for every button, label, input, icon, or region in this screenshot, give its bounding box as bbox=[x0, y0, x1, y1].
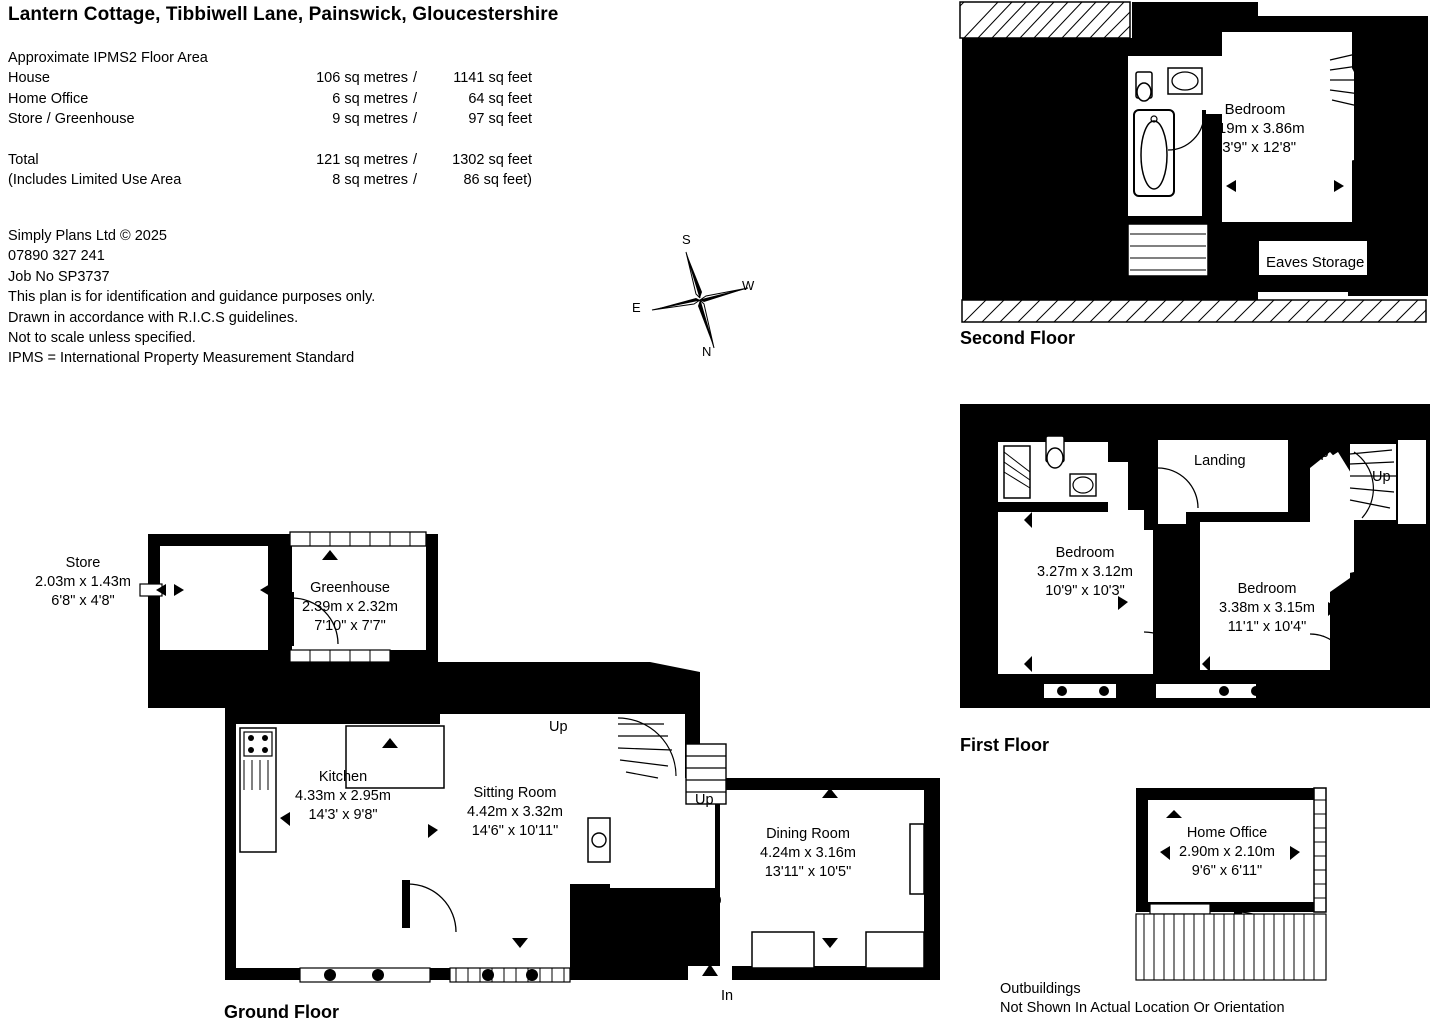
legal-company: Simply Plans Ltd © 2025 bbox=[8, 228, 167, 244]
room-metric: 2.03m x 1.43m bbox=[35, 574, 131, 590]
room-imperial: 14'6" x 10'11" bbox=[471, 823, 559, 839]
area-row-metric: 8 sq metres bbox=[332, 172, 408, 189]
room-dining-room bbox=[733, 825, 883, 882]
area-row-home-office bbox=[8, 89, 588, 109]
legal-disclaimer-2: Drawn in accordance with R.I.C.S guidelines. bbox=[8, 309, 299, 326]
room-first-bedroom-2 bbox=[1192, 580, 1342, 637]
outbuildings-line-2: Not Shown In Actual Location Or Orientation bbox=[1000, 1000, 1285, 1016]
room-name: Home Office bbox=[1186, 825, 1268, 841]
room-metric: 4.24m x 3.16m bbox=[760, 845, 856, 861]
room-metric: 2.39m x 2.32m bbox=[302, 599, 398, 615]
label-landing: Landing bbox=[1194, 453, 1246, 469]
compass-rose bbox=[630, 230, 770, 370]
area-row-store-greenhouse bbox=[8, 109, 588, 129]
room-name: Greenhouse bbox=[310, 580, 390, 596]
room-name: Store bbox=[65, 555, 101, 571]
area-row-house bbox=[8, 68, 588, 88]
area-row-sep: / bbox=[412, 151, 418, 168]
room-metric: 4.42m x 3.32m bbox=[467, 804, 563, 820]
label-up-ground-c: Up bbox=[703, 892, 722, 908]
room-greenhouse bbox=[275, 579, 425, 636]
area-row-sep: / bbox=[412, 111, 418, 128]
legal-ipms-note: IPMS = International Property Measurement Standard bbox=[8, 350, 355, 367]
ground-floor-plan bbox=[140, 528, 950, 996]
label-up-second: Up bbox=[1356, 55, 1375, 71]
outbuildings-line-1: Outbuildings bbox=[1000, 981, 1081, 997]
room-metric: 4.33m x 2.95m bbox=[295, 788, 391, 804]
room-name: Kitchen bbox=[318, 769, 368, 785]
second-floor-plan bbox=[958, 0, 1432, 325]
compass-label-n: N bbox=[702, 344, 712, 359]
room-imperial: 13'11" x 10'5" bbox=[764, 864, 852, 880]
room-store bbox=[8, 554, 158, 611]
room-home-office bbox=[1152, 824, 1302, 881]
compass-label-e: E bbox=[632, 300, 641, 315]
room-imperial: 7'10" x 7'7" bbox=[314, 618, 386, 634]
area-row-limited-use bbox=[8, 170, 588, 190]
area-summary-heading: Approximate IPMS2 Floor Area bbox=[8, 50, 208, 66]
room-second-bedroom bbox=[1180, 100, 1330, 157]
area-row-sep: / bbox=[412, 70, 418, 87]
room-metric: 2.90m x 2.10m bbox=[1179, 844, 1275, 860]
area-row-sep: / bbox=[412, 172, 418, 189]
room-metric: 3.27m x 3.12m bbox=[1037, 564, 1133, 580]
room-imperial: 10'9" x 10'3" bbox=[1045, 583, 1125, 599]
compass-label-s: S bbox=[682, 232, 691, 247]
area-row-sep: / bbox=[412, 90, 418, 107]
room-imperial: 14'3' x 9'8" bbox=[308, 807, 378, 823]
area-row-label: Store / Greenhouse bbox=[8, 111, 135, 128]
outbuildings-note bbox=[1000, 980, 1285, 1018]
home-office-plan bbox=[1134, 786, 1344, 984]
legal-disclaimer-1: This plan is for identification and guidance purposes only. bbox=[8, 289, 376, 306]
area-row-label: Home Office bbox=[8, 90, 89, 107]
label-up-first-b: Up bbox=[1372, 469, 1391, 485]
room-first-bedroom-1 bbox=[1010, 544, 1160, 601]
area-row-metric: 6 sq metres bbox=[332, 90, 408, 107]
room-name: Dining Room bbox=[766, 826, 850, 842]
legal-phone: 07890 327 241 bbox=[8, 248, 105, 265]
compass-label-w: W bbox=[742, 278, 755, 293]
area-row-metric: 9 sq metres bbox=[332, 111, 408, 128]
area-row-total bbox=[8, 150, 588, 170]
area-summary bbox=[8, 48, 588, 190]
room-imperial: 6'8" x 4'8" bbox=[51, 593, 115, 609]
label-up-ground-b: Up bbox=[695, 792, 714, 808]
room-metric: 3.38m x 3.15m bbox=[1219, 600, 1315, 616]
area-row-label: Total bbox=[8, 151, 39, 168]
label-up-first-a: Up bbox=[1310, 445, 1329, 461]
area-row-imperial: 1141 sq feet bbox=[453, 70, 532, 87]
room-sitting-room bbox=[440, 784, 590, 841]
area-row-imperial: 97 sq feet bbox=[468, 111, 532, 128]
area-row-metric: 106 sq metres bbox=[316, 70, 408, 87]
label-eaves-storage: Eaves Storage bbox=[1266, 254, 1365, 271]
spacer bbox=[8, 130, 588, 150]
room-name: Sitting Room bbox=[473, 785, 557, 801]
legal-notes bbox=[8, 226, 375, 369]
area-row-label: House bbox=[8, 70, 50, 87]
label-up-ground-a: Up bbox=[549, 719, 568, 735]
area-row-imperial: 86 sq feet) bbox=[463, 172, 532, 189]
room-metric: 4.19m x 3.86m bbox=[1205, 120, 1305, 137]
area-row-imperial: 1302 sq feet bbox=[452, 151, 532, 168]
caption-second-floor: Second Floor bbox=[960, 328, 1076, 348]
legal-disclaimer-3: Not to scale unless specified. bbox=[8, 330, 196, 347]
label-in-ground: In bbox=[721, 988, 734, 1004]
room-name: Bedroom bbox=[1237, 581, 1297, 597]
room-kitchen bbox=[268, 768, 418, 825]
area-row-label: (Includes Limited Use Area bbox=[8, 172, 182, 189]
room-name: Bedroom bbox=[1055, 545, 1115, 561]
room-imperial: 9'6" x 6'11" bbox=[1191, 863, 1263, 879]
area-row-metric: 121 sq metres bbox=[316, 151, 408, 168]
area-row-imperial: 64 sq feet bbox=[468, 90, 532, 107]
page-title: Lantern Cottage, Tibbiwell Lane, Painswick, Gloucestershire bbox=[8, 4, 559, 25]
hatch-band-top bbox=[960, 2, 1130, 38]
caption-first-floor: First Floor bbox=[960, 735, 1049, 755]
legal-job-no: Job No SP3737 bbox=[8, 268, 110, 285]
room-name: Bedroom bbox=[1224, 101, 1286, 118]
caption-ground-floor: Ground Floor bbox=[224, 1002, 339, 1022]
room-imperial: 11'1" x 10'4" bbox=[1227, 619, 1307, 635]
room-imperial: 13'9" x 12'8" bbox=[1213, 139, 1297, 156]
